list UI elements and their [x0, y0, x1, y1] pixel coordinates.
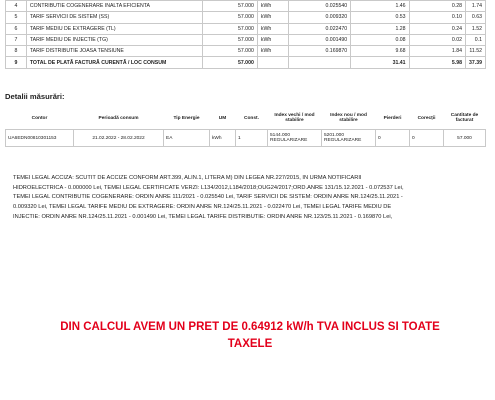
- row-quantity: 57.000: [203, 57, 258, 68]
- price-note: [20, 319, 480, 353]
- row-unit: kWh: [257, 23, 288, 34]
- meter-id: UA6EDN00810301153: [6, 130, 74, 147]
- col-old-index: Index vechi / mod stabilire: [268, 107, 322, 130]
- billed-quantity: 57.000: [444, 130, 486, 147]
- row-unit: [257, 57, 288, 68]
- measurement-row: [6, 130, 486, 147]
- corrections: 0: [410, 130, 444, 147]
- row-value: 0.53: [351, 12, 409, 23]
- col-new-index: Index nou / mod stabilire: [322, 107, 376, 130]
- row-unit-price: 0.025540: [288, 1, 350, 12]
- row-unit-price: [288, 57, 350, 68]
- row-quantity: 57.000: [203, 46, 258, 57]
- new-index-mode: REGULARIZARE: [324, 138, 362, 143]
- col-corrections: Corecții: [410, 107, 444, 130]
- invoice-lines-table: [5, 0, 486, 69]
- row-unit-price: 0.009320: [288, 12, 350, 23]
- row-quantity: 57.000: [203, 34, 258, 45]
- row-number: 4: [6, 1, 27, 12]
- col-period: Perioadă consum: [74, 107, 164, 130]
- old-index-mode: REGULARIZARE: [270, 138, 308, 143]
- legal-line: INJECTIE: ORDIN ANRE NR.124/25.11.2021 - 0.001490 Lei, TEMEI LEGAL TARIFE DISTRIBUTIE: ORDIN ANRE NR.123/25.11.2021 - 0.169870 Lei,: [13, 213, 393, 220]
- new-index: [322, 130, 376, 147]
- row-number: 6: [6, 23, 27, 34]
- invoice-row: [6, 12, 486, 23]
- row-number: 7: [6, 34, 27, 45]
- unit: kWh: [210, 130, 236, 147]
- invoice-row: [6, 46, 486, 57]
- row-description: TARIF SERVICII DE SISTEM (SS): [26, 12, 203, 23]
- row-quantity: 57.000: [203, 1, 258, 12]
- row-number: 8: [6, 46, 27, 57]
- new-index-value: 5201.000: [324, 133, 345, 138]
- row-description: TARIF MEDIU DE EXTRAGERE (TL): [26, 23, 203, 34]
- row-total: 1.74: [466, 1, 486, 12]
- row-vat: 0.28: [409, 1, 465, 12]
- invoice-row: [6, 1, 486, 12]
- row-unit: kWh: [257, 12, 288, 23]
- row-total: 0.63: [466, 12, 486, 23]
- row-value: 1.46: [351, 1, 409, 12]
- row-unit-price: 0.022470: [288, 23, 350, 34]
- legal-notes: [13, 174, 483, 223]
- energy-type: EA: [164, 130, 210, 147]
- row-total: 0.1: [466, 34, 486, 45]
- col-energy-type: Tip Energie: [164, 107, 210, 130]
- row-vat: 1.84: [409, 46, 465, 57]
- row-unit-price: 0.001490: [288, 34, 350, 45]
- old-index-value: 5144.000: [270, 133, 291, 138]
- row-unit: kWh: [257, 34, 288, 45]
- invoice-row: [6, 23, 486, 34]
- row-description: TARIF MEDIU DE INJECTIE (TG): [26, 34, 203, 45]
- measurements-header: [6, 107, 486, 130]
- row-value: 0.08: [351, 34, 409, 45]
- row-quantity: 57.000: [203, 12, 258, 23]
- row-value: 9.68: [351, 46, 409, 57]
- row-unit: kWh: [257, 1, 288, 12]
- row-number: 5: [6, 12, 27, 23]
- legal-line: TEMEI LEGAL ACCIZA: SCUTIT DE ACCIZE CONFORM ART.399, ALIN.1, LITERA M) DIN LEGEA NR.227/2015, IN URMA NOTIFICARII: [13, 175, 362, 181]
- row-total: 1.52: [466, 23, 486, 34]
- legal-line: HIDROELECTRICA - 0.000000 Lei, TEMEI LEGAL CERTIFICATE VERZI: L134/2012,L184/2018;OUG24/2017;ORD.ANRE 131/15.12.2021 - 0.072537 Lei,: [13, 184, 404, 191]
- col-quantity: Cantitate de facturat: [444, 107, 486, 130]
- invoice-row: [6, 57, 486, 68]
- row-quantity: 57.000: [203, 23, 258, 34]
- legal-line: 0.009320 Lei, TEMEI LEGAL TARIFE MEDIU DE EXTRAGERE: ORDIN ANRE NR.124/25.11.2021 - 0.022470 Lei, TEMEI LEGAL TARIFE MEDIU DE: [13, 204, 392, 211]
- constant: 1: [236, 130, 268, 147]
- row-vat: 0.24: [409, 23, 465, 34]
- row-value: 31.41: [351, 57, 409, 68]
- row-number: 9: [6, 57, 27, 68]
- row-description: TOTAL DE PLATĂ FACTURĂ CURENTĂ / LOC CONSUM: [26, 57, 203, 68]
- col-meter: Contor: [6, 107, 74, 130]
- col-losses: Pierderi: [376, 107, 410, 130]
- col-um: UM: [210, 107, 236, 130]
- row-description: TARIF DISTRIBUTIE JOASA TENSIUNE: [26, 46, 203, 57]
- row-description: CONTRIBUTIE COGENERARE INALTA EFICIENTA: [26, 1, 203, 12]
- legal-line: TEMEI LEGAL CONTRIBUTIE COGENERARE: ORDIN ANRE 111/2021 - 0.025540 Lei, TARIF SERVICII DE SISTEM: ORDIN ANRE NR.124/25.11.2021 -: [13, 194, 403, 201]
- row-unit-price: 0.169870: [288, 46, 350, 57]
- measurements-table: [5, 107, 486, 147]
- row-vat: 0.10: [409, 12, 465, 23]
- row-total: 11.52: [466, 46, 486, 57]
- row-value: 1.28: [351, 23, 409, 34]
- row-unit: kWh: [257, 46, 288, 57]
- details-title: Detalii măsurări:: [5, 92, 65, 101]
- col-const: Const.: [236, 107, 268, 130]
- row-vat: 5.98: [409, 57, 465, 68]
- price-note-line1: DIN CALCUL AVEM UN PRET DE 0.64912 kW/h TVA INCLUS SI TOATE: [60, 321, 440, 333]
- consumption-period: 21.02.2022 - 28.02.2022: [74, 130, 164, 147]
- row-vat: 0.02: [409, 34, 465, 45]
- losses: 0: [376, 130, 410, 147]
- row-total: 37.39: [466, 57, 486, 68]
- invoice-row: [6, 34, 486, 45]
- price-note-line2: TAXELE: [227, 338, 273, 350]
- old-index: [268, 130, 322, 147]
